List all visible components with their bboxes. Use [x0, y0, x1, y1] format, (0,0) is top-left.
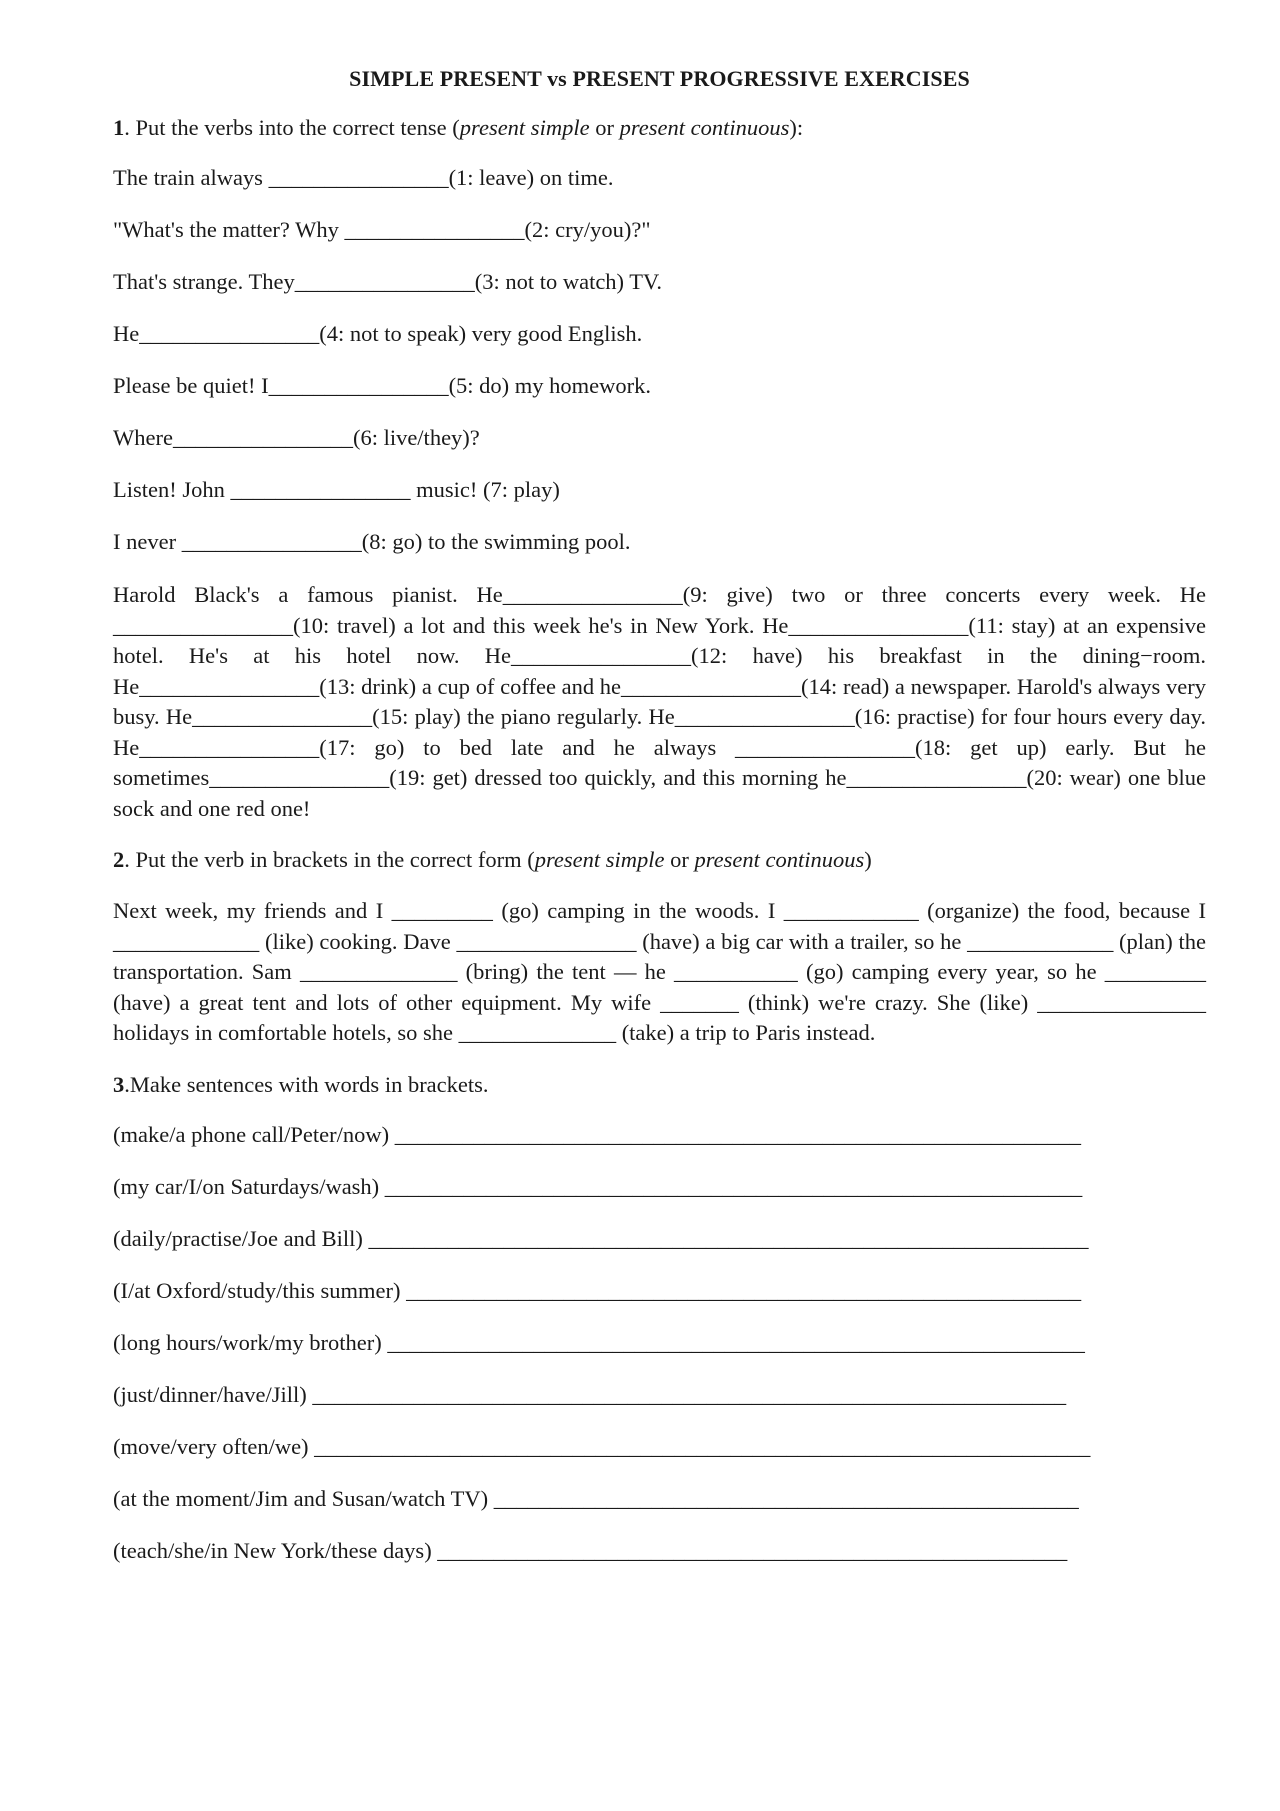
exercise-6-sentence: Where________________(6: live/they)?: [113, 425, 480, 450]
section-2-term-present-continuous: present continuous: [694, 847, 865, 872]
sentence-prompt-6: (just/dinner/have/Jill) ___________________________________________________________________: [113, 1381, 1067, 1407]
section-2-number: 2: [113, 847, 125, 872]
sentence-prompt-8: (at the moment/Jim and Susan/watch TV) ____________________________________________________: [113, 1485, 1079, 1511]
camping-paragraph: Next week, my friends and I _________ (go) camping in the woods. I ____________ (organize) the food, because I _____________ (like) cooking. Dave ________________ (have) a big car with a trailer, so he _____________ (plan) the transportation. Sam ______________ (bring) the tent — he ___________ (go) camping every year, so he _________ (have) a great tent and lots of other equipment. My wife _______ (think) we're crazy. She (like) _______________ holidays in comfortable hotels, so she ______________ (take) a trip to Paris instead.: [113, 898, 1206, 1045]
section-3-heading: [113, 1071, 1206, 1099]
section-1-instruction-end: ):: [789, 115, 804, 140]
exercise-7-sentence: Listen! John ________________ music! (7: play): [113, 477, 560, 502]
worksheet-page: [113, 66, 1206, 1589]
exercise-5-sentence: Please be quiet! I________________(5: do) my homework.: [113, 373, 652, 398]
exercise-4-sentence: He________________(4: not to speak) very good English.: [113, 321, 643, 346]
exercise-8-sentence: I never ________________(8: go) to the swimming pool.: [113, 529, 631, 554]
sentence-prompt-4: (I/at Oxford/study/this summer) ____________________________________________________________: [113, 1277, 1082, 1303]
section-1-instruction-middle: or: [589, 115, 620, 140]
section-2-instruction-end: ): [864, 847, 872, 872]
section-1-instruction-start: . Put the verbs into the correct tense (: [124, 115, 460, 140]
section-2-instruction-middle: or: [664, 847, 695, 872]
harold-black-paragraph: Harold Black's a famous pianist. He________________(9: give) two or three concerts every week. He ________________(10: travel) a lot and this week he's in New York. He________________(11: stay) at an expensive hotel. He's at his hotel now. He________________(12: have) his breakfast in the dining−room. He________________(13: drink) a cup of coffee and he________________(14: read) a newspaper. Harold's always very busy. He________________(15: play) the piano regularly. He________________(16: practise) for four hours every day. He________________(17: go) to bed late and he always ________________(18: get up) early. But he sometimes________________(19: get) dressed too quickly, and this morning he________________(20: wear) one blue sock and one red one!: [113, 582, 1206, 821]
sentence-prompt-3: (daily/practise/Joe and Bill) ________________________________________________________________: [113, 1225, 1089, 1251]
sentence-prompt-9: (teach/she/in New York/these days) ________________________________________________________: [113, 1537, 1068, 1563]
sentence-prompt-1: (make/a phone call/Peter/now) _____________________________________________________________: [113, 1121, 1082, 1147]
section-1-term-present-simple: present simple: [459, 115, 590, 140]
section-3-number: 3: [113, 1071, 125, 1097]
page-title: SIMPLE PRESENT vs PRESENT PROGRESSIVE EXERCISES: [349, 66, 970, 91]
section-1-heading: [113, 114, 1206, 142]
sentence-prompt-7: (move/very often/we) _____________________________________________________________________: [113, 1433, 1091, 1459]
sentence-prompt-2: (my car/I/on Saturdays/wash) ______________________________________________________________: [113, 1173, 1083, 1199]
section-2-term-present-simple: present simple: [534, 847, 665, 872]
section-1-number: 1: [113, 115, 125, 140]
sentence-prompt-5: (long hours/work/my brother) ______________________________________________________________: [113, 1329, 1085, 1355]
section-2-instruction-start: . Put the verb in brackets in the correct form (: [124, 847, 535, 872]
section-2-heading: [113, 846, 1206, 874]
exercise-2-sentence: "What's the matter? Why ________________(2: cry/you)?": [113, 217, 651, 242]
exercise-3-sentence: That's strange. They________________(3: not to watch) TV.: [113, 269, 662, 294]
section-3-instruction: .Make sentences with words in brackets.: [124, 1071, 489, 1097]
exercise-1-sentence: The train always ________________(1: leave) on time.: [113, 165, 614, 190]
section-1-term-present-continuous: present continuous: [619, 115, 790, 140]
